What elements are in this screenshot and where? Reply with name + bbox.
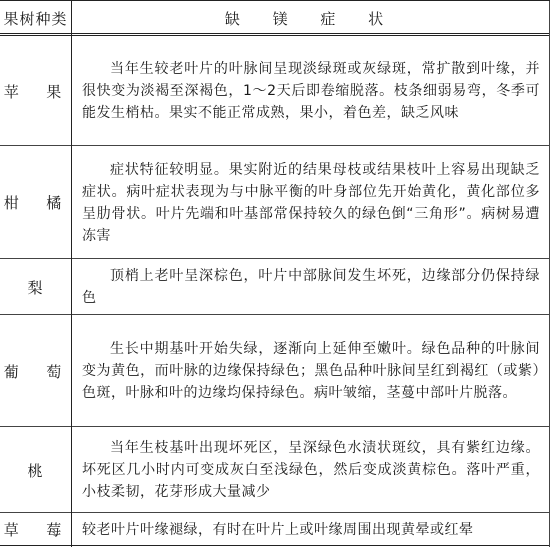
header-species: 果树种类 [3,10,68,28]
species-cell [0,36,71,146]
header-symptoms: 缺 镁 症 状 [224,10,398,28]
symptom-cell [82,146,540,259]
symptom-cell [82,36,540,146]
species-name: 桃 [27,461,44,480]
column-divider [71,1,72,547]
symptom-text: 生长中期基叶开始失绿，逐渐向上延伸至嫩叶。绿色品种的叶脉间变为黄色，而叶脉的边缘保持绿色；黑色品种叶脉间呈红到褐红（或紫）色斑，叶脉和叶的边缘均保持绿色。病叶皱缩，茎蔓中部叶片脱落。 [82,341,540,401]
species-name: 梨 [27,278,44,297]
species-cell [0,513,71,546]
table-header-row [0,1,550,36]
species-cell [0,315,71,427]
symptom-text: 较老叶片叶缘褪绿，有时在叶片上或叶缘周围出现黄晕或红晕 [82,521,474,538]
species-name: 葡 萄 [3,362,68,381]
symptom-text: 当年生较老叶片的叶脉间呈现淡绿斑或灰绿斑，常扩散到叶缘，并很快变为淡褐至深褐色，1～2天后即卷缩脱落。枝条细弱易弯，冬季可能发生梢枯。果实不能正常成熟，果小，着色差，缺乏风味 [82,61,540,121]
table-row [0,427,550,513]
symptom-text: 症状特征较明显。果实附近的结果母枝或结果枝叶上容易出现缺乏症状。病叶症状表现为与中脉平衡的叶身部位先开始黄化，黄化部位多呈肋骨状。叶片先端和叶基部常保持较久的绿色倒“三角形”。病树易遭冻害 [82,161,540,244]
symptom-cell [82,315,540,427]
symptom-text: 顶梢上老叶呈深棕色，叶片中部脉间发生坏死，边缘部分仍保持绿色 [82,268,540,306]
symptom-text: 当年生枝基叶出现坏死区，呈深绿色水渍状斑纹，具有紫红边缘。坏死区几小时内可变成灰白至浅绿色，然后变成淡黄棕色。落叶严重，小枝柔韧，花芽形成大量减少 [82,440,540,500]
symptom-cell [82,513,540,546]
symptom-cell [82,259,540,315]
species-cell [0,259,71,315]
table-row [0,315,550,427]
table-row [0,146,550,259]
table-row [0,259,550,315]
symptom-cell [82,427,540,513]
species-name: 草 莓 [3,521,68,539]
species-cell [0,427,71,513]
table-row [0,513,550,546]
species-name: 柑 橘 [3,194,68,212]
species-name: 苹 果 [3,82,68,101]
species-cell [0,146,71,259]
table-row [0,36,550,146]
